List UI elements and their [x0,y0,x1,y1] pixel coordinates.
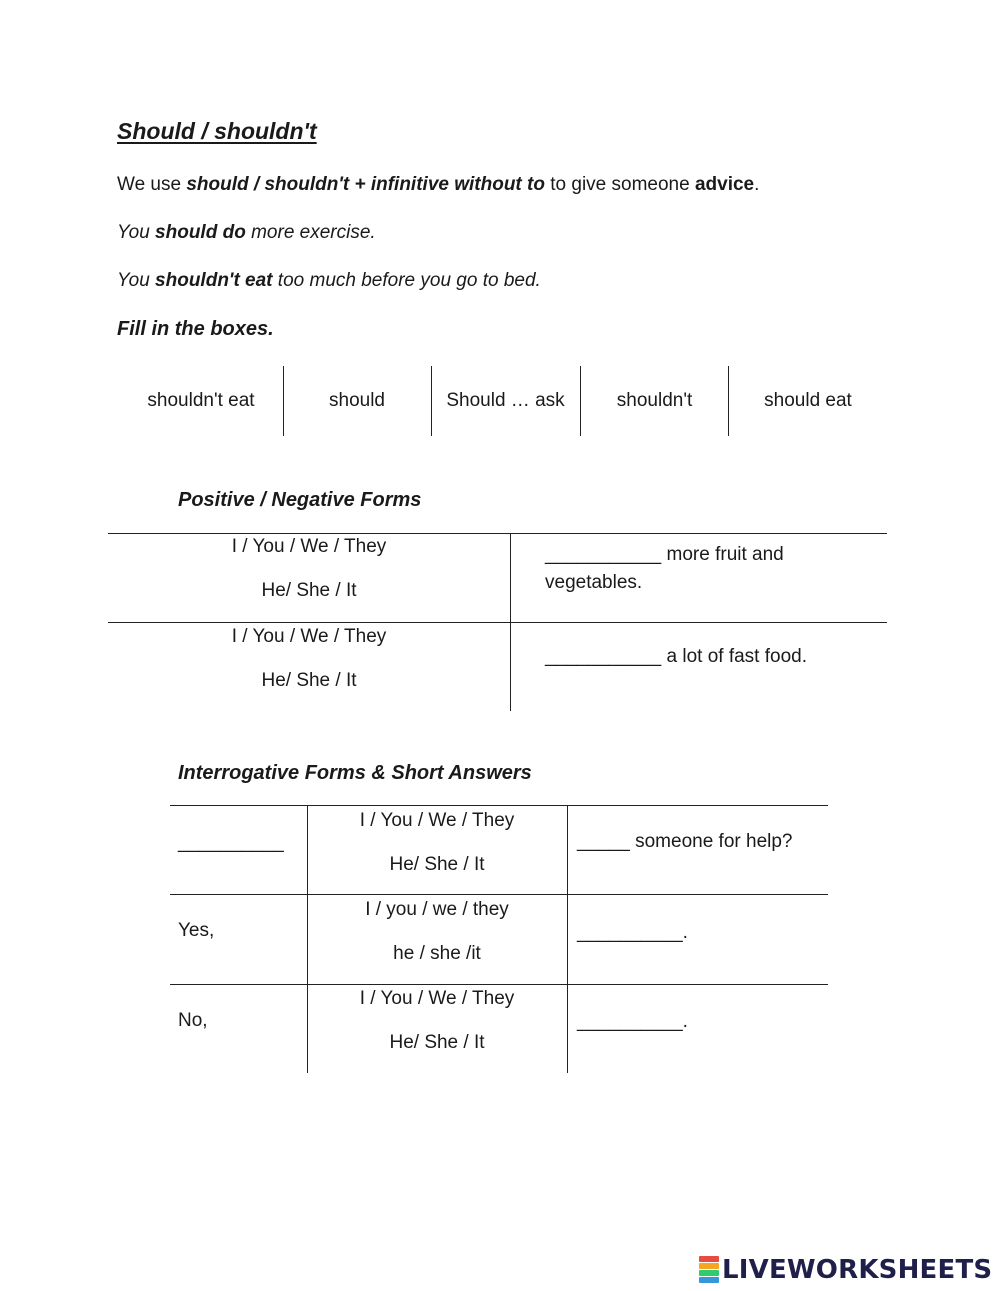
word-bank-item: should [329,390,385,411]
subject-cell: I / You / We / They [359,810,515,831]
word-bank-item: shouldn't eat [147,390,255,411]
blank-answer[interactable]: __________. [577,922,688,943]
blank-answer[interactable]: ___________ a lot of fast food. [545,646,807,667]
word-bank-item: should eat [764,390,852,411]
intro-suffix: . [754,174,760,195]
positive-negative-heading: Positive / Negative Forms [178,489,422,511]
table-border [170,984,828,985]
subject-cell: He/ She / It [261,580,357,601]
intro-middle: to give someone [544,174,695,195]
subject-cell: I / You / We / They [359,988,515,1009]
subject-cell: I / You / We / They [231,626,387,647]
table-border [567,805,568,1073]
short-answer-lead: Yes, [178,920,215,941]
short-answer-lead: No, [178,1010,208,1031]
instruction-heading: Fill in the boxes. [117,318,274,340]
example-sentence-2 [117,270,541,292]
liveworksheets-logo [698,1253,992,1287]
blank-answer[interactable]: _____ someone for help? [577,831,793,852]
example-pre: You [117,222,156,243]
example-bold: should do [155,222,246,243]
page-title: Should / shouldn't [117,118,317,144]
intro-rule: should / shouldn't + infinitive without to [186,174,545,195]
word-bank-item: shouldn't [616,390,693,411]
subject-cell: He/ She / It [389,854,485,875]
table-border [170,894,828,895]
word-bank-item: Should … ask [446,390,565,411]
subject-cell: I / you / we / they [365,899,509,920]
blank-answer[interactable]: __________. [577,1011,688,1032]
table-border [108,622,887,623]
subject-cell: He/ She / It [389,1032,485,1053]
example-post: more exercise. [245,222,376,243]
blank-lead[interactable]: __________ [178,832,284,853]
blank-answer[interactable]: ___________ more fruit and [545,544,784,565]
intro-prefix: We use [117,174,187,195]
example-sentence-1 [117,222,376,244]
example-post: too much before you go to bed. [272,270,541,291]
table-border [170,805,828,806]
intro-sentence [117,174,759,196]
logo-text: LIVEWORKSHEETS [722,1255,993,1285]
logo-badge-icon [698,1255,720,1285]
subject-cell: He/ She / It [261,670,357,691]
subject-cell: he / she /it [393,943,481,964]
intro-keyword: advice [694,174,755,195]
example-pre: You [117,270,156,291]
answer-continuation: vegetables. [545,572,643,593]
subject-cell: I / You / We / They [231,536,387,557]
example-bold: shouldn't eat [155,270,273,291]
table-border [510,533,511,711]
interrogative-heading: Interrogative Forms & Short Answers [178,762,532,784]
